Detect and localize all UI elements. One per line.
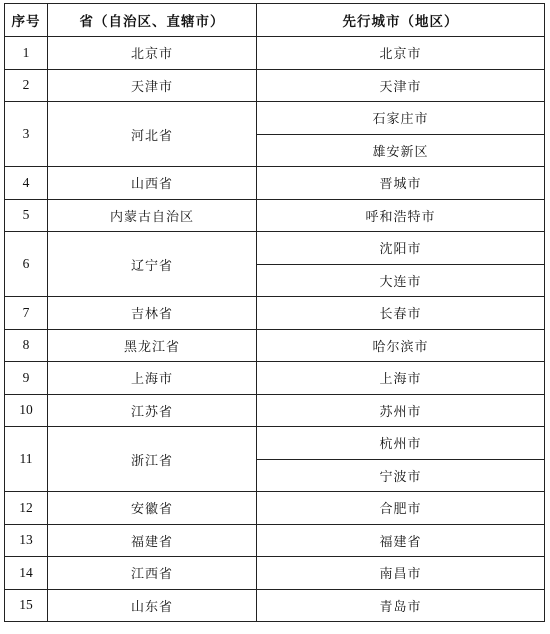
table-row [5, 232, 545, 265]
pilot-city-cell: 福建省 [257, 524, 545, 557]
pilot-city-cell: 杭州市 [257, 427, 545, 460]
province-cell: 吉林省 [48, 297, 257, 330]
serial-number-cell: 2 [5, 69, 48, 102]
serial-number-cell: 13 [5, 524, 48, 557]
pilot-city-cell: 南昌市 [257, 557, 545, 590]
table-body [5, 37, 545, 622]
table-row [5, 102, 545, 135]
pilot-cities-table [4, 3, 545, 622]
table-row [5, 427, 545, 460]
table-row [5, 524, 545, 557]
table-row [5, 362, 545, 395]
serial-number-cell: 9 [5, 362, 48, 395]
serial-number-cell: 4 [5, 167, 48, 200]
province-cell: 辽宁省 [48, 232, 257, 297]
province-cell: 内蒙古自治区 [48, 199, 257, 232]
table-row [5, 589, 545, 622]
serial-number-cell: 10 [5, 394, 48, 427]
pilot-city-cell: 北京市 [257, 37, 545, 70]
province-cell: 山西省 [48, 167, 257, 200]
header-province: 省（自治区、直辖市） [48, 4, 257, 37]
province-cell: 浙江省 [48, 427, 257, 492]
table-row [5, 167, 545, 200]
pilot-city-cell: 青岛市 [257, 589, 545, 622]
header-row [5, 4, 545, 37]
table-row [5, 297, 545, 330]
serial-number-cell: 11 [5, 427, 48, 492]
serial-number-cell: 12 [5, 492, 48, 525]
pilot-city-cell: 石家庄市 [257, 102, 545, 135]
serial-number-cell: 1 [5, 37, 48, 70]
serial-number-cell: 6 [5, 232, 48, 297]
pilot-city-cell: 雄安新区 [257, 134, 545, 167]
serial-number-cell: 15 [5, 589, 48, 622]
table-row [5, 37, 545, 70]
province-cell: 江西省 [48, 557, 257, 590]
pilot-city-cell: 合肥市 [257, 492, 545, 525]
pilot-city-cell: 苏州市 [257, 394, 545, 427]
table-row [5, 69, 545, 102]
table-row [5, 492, 545, 525]
province-cell: 黑龙江省 [48, 329, 257, 362]
table-row [5, 199, 545, 232]
pilot-city-cell: 天津市 [257, 69, 545, 102]
header-pilot-city: 先行城市（地区） [257, 4, 545, 37]
province-cell: 山东省 [48, 589, 257, 622]
table-header [5, 4, 545, 37]
pilot-city-cell: 大连市 [257, 264, 545, 297]
pilot-city-cell: 晋城市 [257, 167, 545, 200]
province-cell: 河北省 [48, 102, 257, 167]
pilot-city-cell: 沈阳市 [257, 232, 545, 265]
serial-number-cell: 14 [5, 557, 48, 590]
pilot-city-cell: 宁波市 [257, 459, 545, 492]
province-cell: 天津市 [48, 69, 257, 102]
document-page [4, 3, 544, 622]
province-cell: 福建省 [48, 524, 257, 557]
serial-number-cell: 8 [5, 329, 48, 362]
serial-number-cell: 7 [5, 297, 48, 330]
pilot-city-cell: 哈尔滨市 [257, 329, 545, 362]
pilot-city-cell: 呼和浩特市 [257, 199, 545, 232]
province-cell: 北京市 [48, 37, 257, 70]
serial-number-cell: 3 [5, 102, 48, 167]
table-row [5, 394, 545, 427]
province-cell: 江苏省 [48, 394, 257, 427]
table-row [5, 329, 545, 362]
province-cell: 安徽省 [48, 492, 257, 525]
pilot-city-cell: 长春市 [257, 297, 545, 330]
pilot-city-cell: 上海市 [257, 362, 545, 395]
table-row [5, 557, 545, 590]
serial-number-cell: 5 [5, 199, 48, 232]
province-cell: 上海市 [48, 362, 257, 395]
header-serial-number: 序号 [5, 4, 48, 37]
